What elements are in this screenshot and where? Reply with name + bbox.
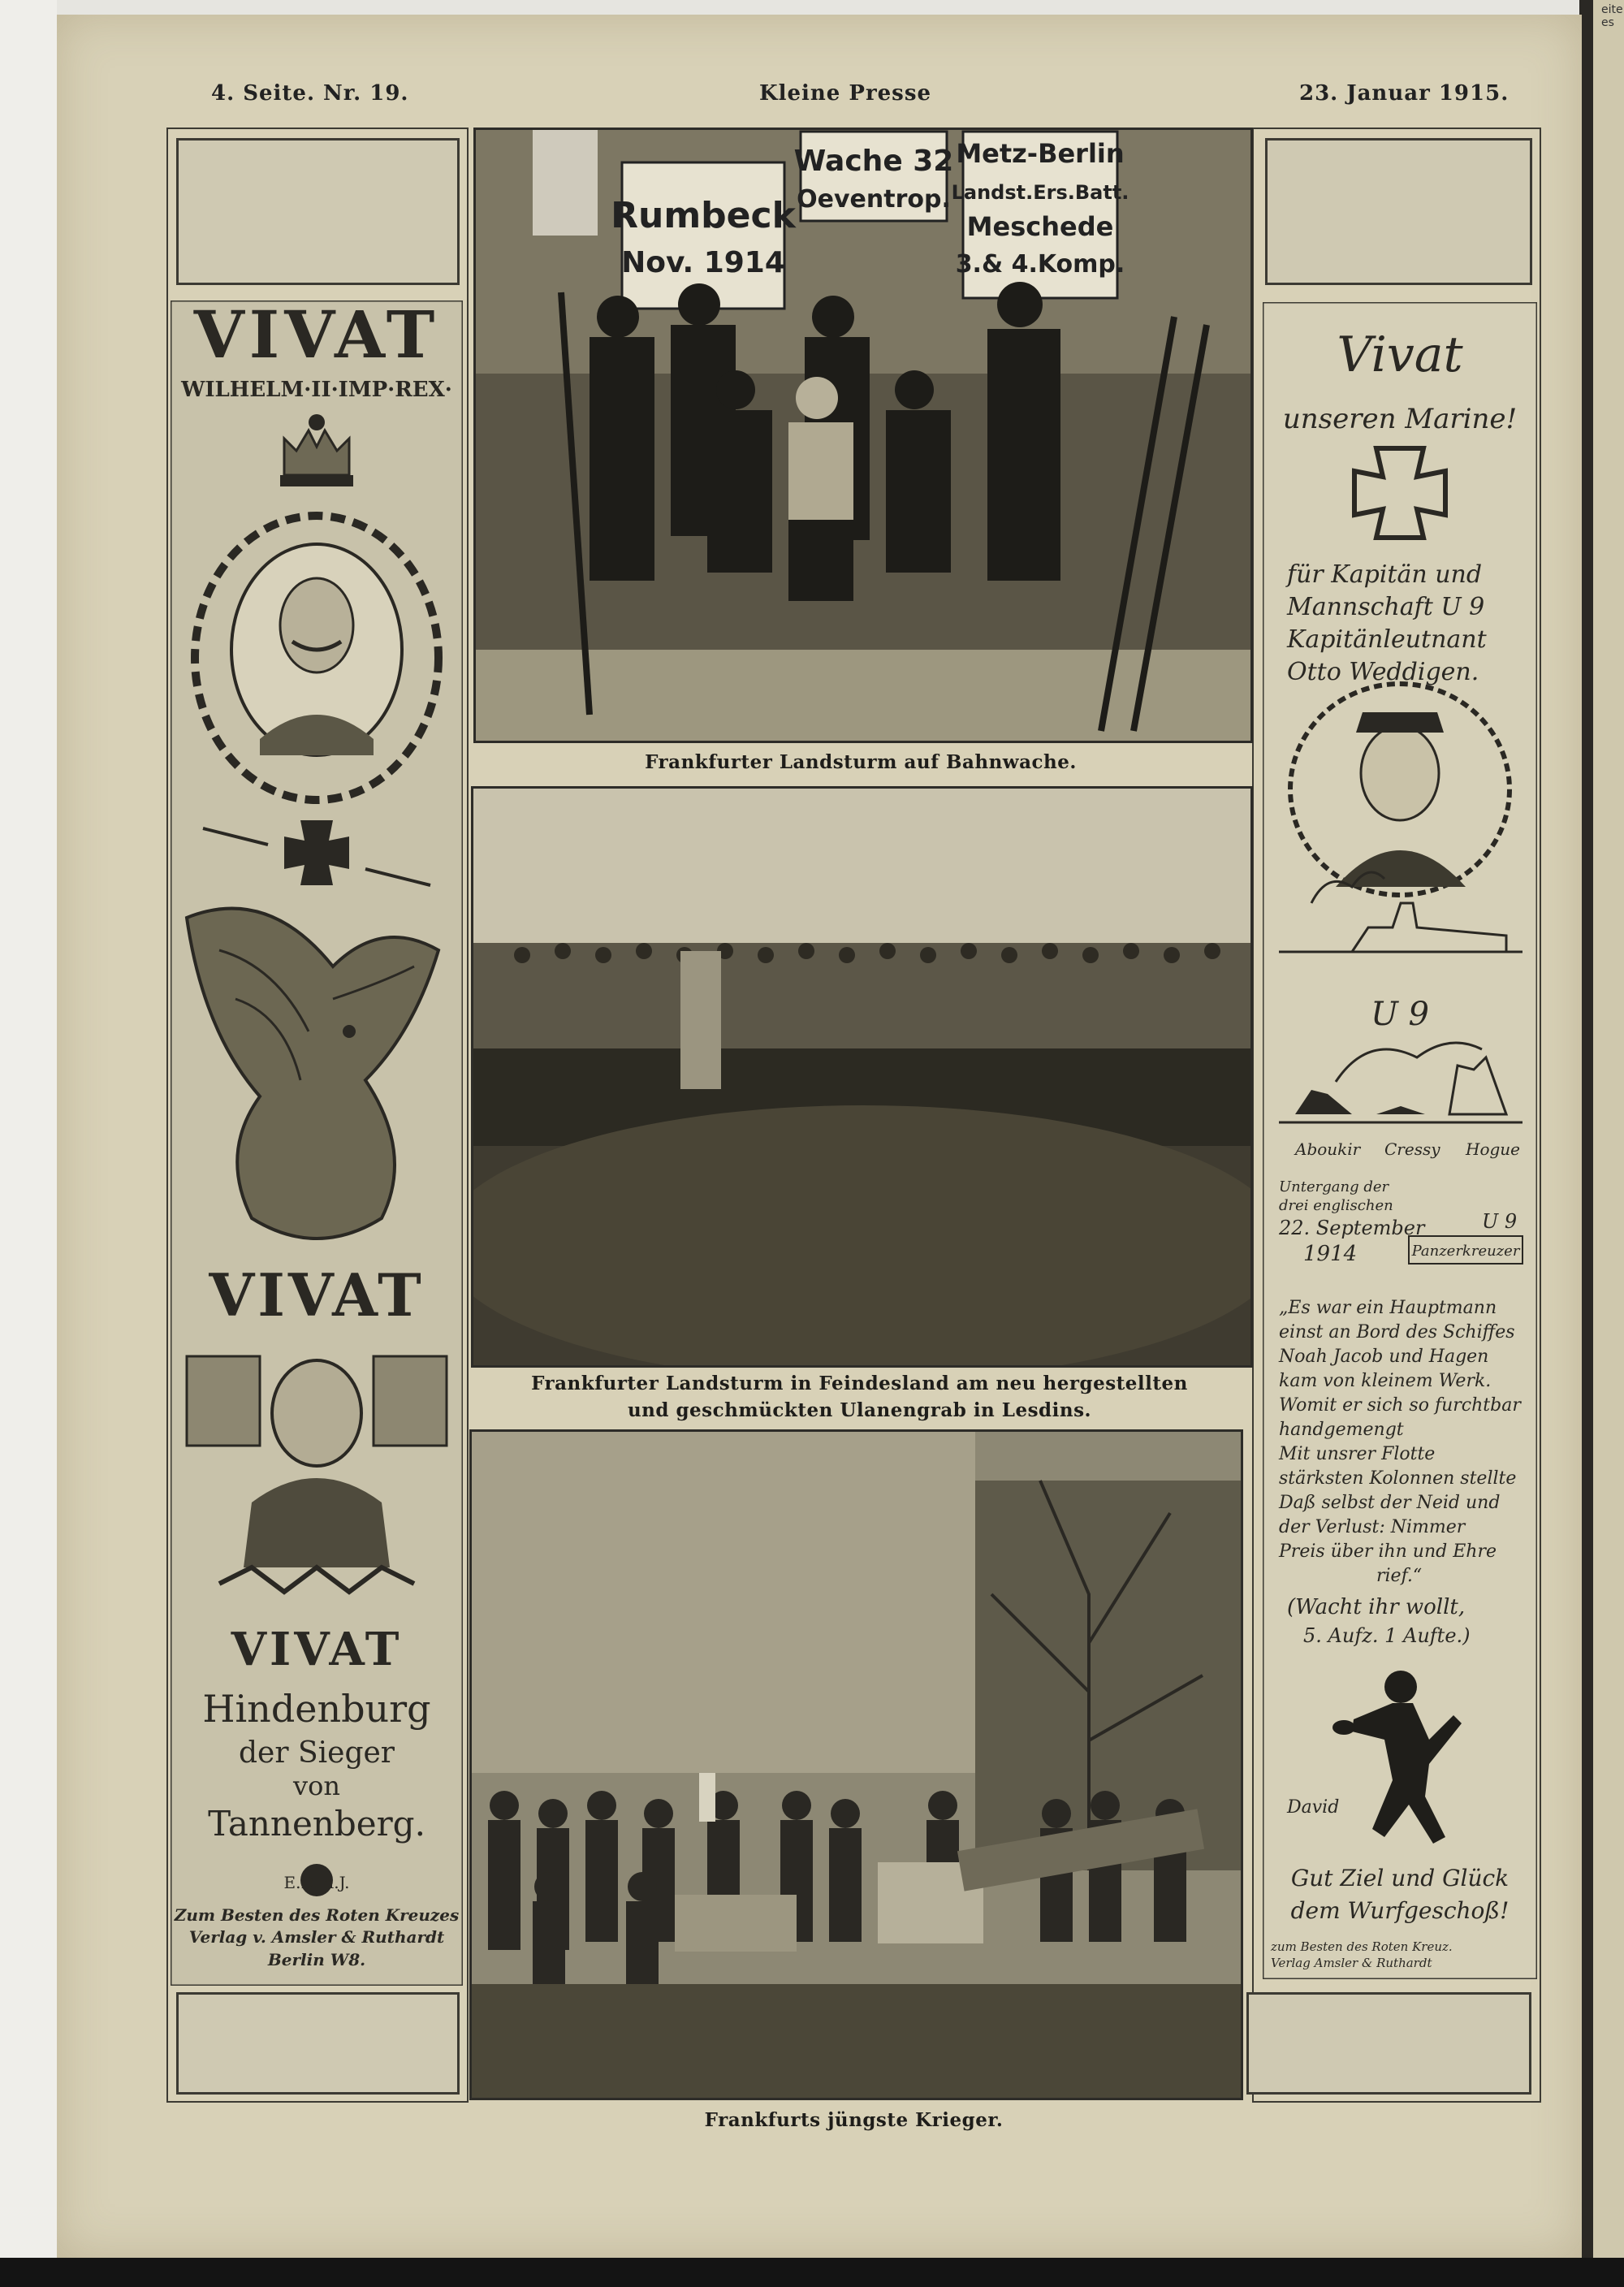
vivat-script-text: Vivat bbox=[1337, 326, 1463, 383]
date-line1: 22. September bbox=[1279, 1217, 1425, 1239]
grave-mound bbox=[473, 1105, 1250, 1365]
quote-line9: Daß selbst der Neid und bbox=[1279, 1493, 1501, 1513]
stamp-u9: U 9 bbox=[1482, 1210, 1518, 1233]
quote-line5: Womit er sich so furchtbar bbox=[1279, 1395, 1521, 1416]
vivat-low-text: VIVAT bbox=[231, 1623, 403, 1676]
caption-ulanengrab-line1: Frankfurter Landsturm in Feindesland am neu hergestellten bbox=[531, 1373, 1188, 1394]
photo-juengste-krieger bbox=[469, 1429, 1243, 2100]
sign-metz-berlin bbox=[952, 132, 1129, 298]
caption-ulanengrab-line2: und geschmückten Ulanengrab in Lesdins. bbox=[627, 1399, 1092, 1421]
dedication-line1: für Kapitän und bbox=[1287, 560, 1483, 589]
svg-text:Nov. 1914: Nov. 1914 bbox=[621, 246, 785, 279]
kaiser-text: WILHELM·II·IMP·REX· bbox=[181, 378, 452, 402]
quote-line4: kam von kleinem Werk. bbox=[1279, 1371, 1492, 1391]
left-vivat-poster bbox=[171, 300, 463, 1986]
quote-line14: 5. Aufz. 1 Aufte.) bbox=[1303, 1624, 1471, 1647]
svg-text:Rumbeck: Rumbeck bbox=[611, 195, 796, 236]
von-text: von bbox=[293, 1770, 340, 1801]
poster-footer-line3: Berlin W8. bbox=[267, 1950, 366, 1969]
quote-line3: Noah Jacob und Hagen bbox=[1279, 1347, 1489, 1367]
tannenberg-text: Tannenberg. bbox=[208, 1804, 425, 1844]
right-top-blank-box bbox=[1265, 138, 1532, 285]
caption-juengste-krieger: Frankfurts jüngste Krieger. bbox=[704, 2109, 1004, 2131]
poster-footer-line2: Verlag v. Amsler & Ruthardt bbox=[188, 1927, 445, 1947]
david-label: David bbox=[1287, 1797, 1340, 1818]
broken-cannon bbox=[675, 1895, 797, 1952]
caption-bahnwache: Frankfurter Landsturm auf Bahnwache. bbox=[645, 751, 1077, 773]
photo-bahnwache bbox=[473, 128, 1253, 743]
quote-line8: stärksten Kolonnen stellte bbox=[1279, 1468, 1517, 1489]
quote-line11: Preis über ihn und Ehre bbox=[1279, 1541, 1497, 1562]
page-number: 4. Seite. Nr. 19. bbox=[211, 81, 409, 106]
quote-line2: einst an Bord des Schiffes bbox=[1279, 1322, 1515, 1342]
vivat-mid-text: VIVAT bbox=[209, 1260, 425, 1329]
svg-text:Wache 32: Wache 32 bbox=[793, 145, 954, 178]
stamp-text: Panzerkreuzer bbox=[1411, 1243, 1520, 1260]
quote-line10: der Verlust: Nimmer bbox=[1279, 1517, 1466, 1537]
flag bbox=[699, 1773, 715, 1822]
scan-background-left bbox=[0, 0, 57, 2287]
der-sieger-text: der Sieger bbox=[238, 1736, 395, 1770]
quote-line13: (Wacht ihr wollt, bbox=[1287, 1595, 1466, 1619]
monogram-text: E.D. d.J. bbox=[283, 1873, 350, 1892]
hindenburg-text: Hindenburg bbox=[202, 1687, 431, 1731]
svg-text:3.& 4.Komp.: 3.& 4.Komp. bbox=[955, 250, 1125, 279]
sign-wache-32 bbox=[794, 132, 954, 221]
date-line2: 1914 bbox=[1303, 1242, 1358, 1266]
right-footer-line1: zum Besten des Roten Kreuz. bbox=[1271, 1939, 1453, 1954]
left-bottom-blank-box bbox=[176, 1992, 460, 2095]
svg-text:Metz-Berlin: Metz-Berlin bbox=[956, 138, 1125, 169]
dedication-line2: Mannschaft U 9 bbox=[1287, 593, 1485, 621]
quote-line1: „Es war ein Hauptmann bbox=[1279, 1298, 1497, 1318]
flag bbox=[533, 130, 598, 236]
sinking-line2: drei englischen bbox=[1279, 1197, 1393, 1214]
adjacent-page-strip bbox=[1593, 0, 1624, 2266]
adjacent-page-text: eite es bbox=[1601, 3, 1623, 29]
svg-text:Landst.Ers.Batt.: Landst.Ers.Batt. bbox=[951, 181, 1129, 204]
newspaper-title: Kleine Presse bbox=[759, 81, 931, 106]
wish-line1: Gut Ziel und Glück bbox=[1290, 1865, 1510, 1891]
left-top-blank-box bbox=[176, 138, 460, 285]
poster-footer-line1: Zum Besten des Roten Kreuzes bbox=[174, 1905, 460, 1925]
vivat-top-text: VIVAT bbox=[193, 300, 440, 373]
ship-aboukir: Aboukir bbox=[1295, 1139, 1361, 1159]
quote-line6: handgemengt bbox=[1279, 1420, 1404, 1440]
ship-hogue: Hogue bbox=[1466, 1139, 1521, 1159]
right-bottom-blank-box bbox=[1246, 1992, 1531, 2095]
svg-text:Oeventrop.: Oeventrop. bbox=[797, 185, 951, 214]
right-footer-line2: Verlag Amsler & Ruthardt bbox=[1271, 1956, 1432, 1970]
scan-background-bottom bbox=[0, 2258, 1624, 2287]
crowd-of-soldiers bbox=[473, 943, 1250, 1048]
right-vivat-poster bbox=[1263, 302, 1537, 1979]
dedication-line3: Kapitänleutnant bbox=[1287, 625, 1487, 654]
issue-date: 23. Januar 1915. bbox=[1299, 81, 1510, 106]
svg-text:Meschede: Meschede bbox=[966, 211, 1114, 242]
wish-line2: dem Wurfgeschoß! bbox=[1290, 1897, 1510, 1924]
dedication-line4: Otto Weddigen. bbox=[1287, 658, 1479, 686]
photo-ulanengrab bbox=[471, 786, 1253, 1368]
ship-cressy: Cressy bbox=[1384, 1139, 1440, 1159]
sinking-line1: Untergang der bbox=[1279, 1178, 1389, 1195]
u9-text: U 9 bbox=[1371, 996, 1429, 1033]
quote-line7: Mit unsrer Flotte bbox=[1279, 1444, 1436, 1464]
quote-line12: rief.“ bbox=[1376, 1566, 1423, 1586]
unseren-marine-text: unseren Marine! bbox=[1282, 403, 1518, 435]
